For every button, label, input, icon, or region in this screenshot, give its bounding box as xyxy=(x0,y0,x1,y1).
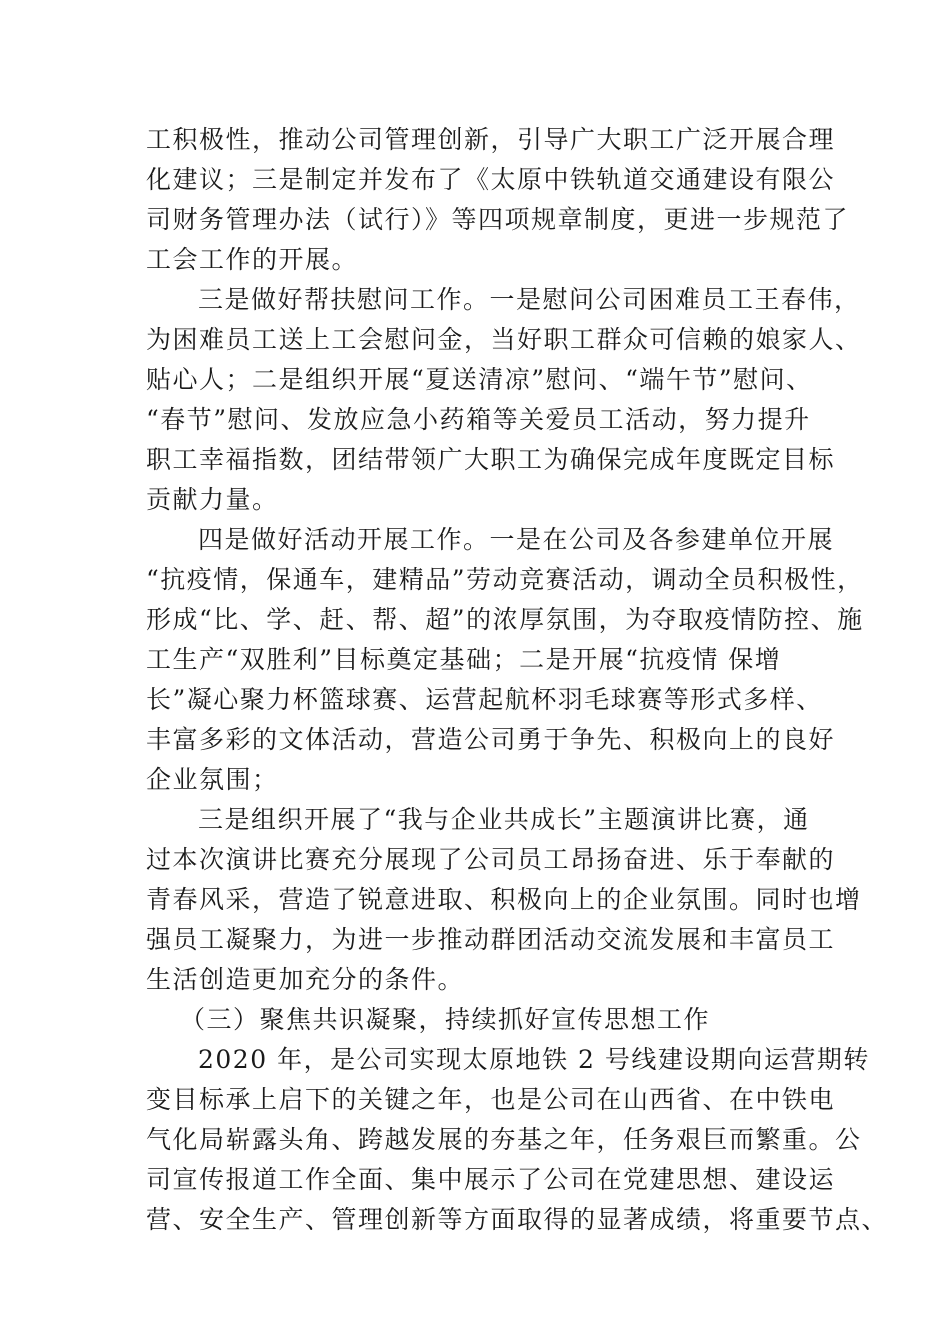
text-line: 生活创造更加充分的条件。 xyxy=(146,965,465,994)
text-line: 强员工凝聚力，为进一步推动群团活动交流发展和丰富员工 xyxy=(146,925,836,954)
text-line: 变目标承上启下的关键之年，也是公司在山西省、在中铁电 xyxy=(146,1085,836,1114)
text-line: 职工幸福指数，团结带领广大职工为确保完成年度既定目标 xyxy=(146,445,836,474)
paragraph-start-line: 三是做好帮扶慰问工作。一是慰问公司困难员工王春伟， xyxy=(198,285,861,314)
text-line: 化建议；三是制定并发布了《太原中铁轨道交通建设有限公 xyxy=(146,165,836,194)
text-line: 过本次演讲比赛充分展现了公司员工昂扬奋进、乐于奉献的 xyxy=(146,845,836,874)
text-line: 形成“比、学、赶、帮、超”的浓厚氛围，为夺取疫情防控、施 xyxy=(146,605,864,634)
text-line: 贡献力量。 xyxy=(146,485,279,514)
text-line: 贴心人；二是组织开展“夏送清凉”慰问、“端午节”慰问、 xyxy=(146,365,813,394)
paragraph-start-line: 2020 年，是公司实现太原地铁 2 号线建设期向运营期转 xyxy=(198,1045,870,1074)
text-line: “抗疫情，保通车，建精品”劳动竞赛活动，调动全员积极性， xyxy=(146,565,864,594)
text-line: 司宣传报道工作全面、集中展示了公司在党建思想、建设运 xyxy=(146,1165,836,1194)
text-line: “春节”慰问、发放应急小药箱等关爱员工活动，努力提升 xyxy=(146,405,811,434)
text-line: 丰富多彩的文体活动，营造公司勇于争先、积极向上的良好 xyxy=(146,725,836,754)
paragraph-start-line: 四是做好活动开展工作。一是在公司及各参建单位开展 xyxy=(198,525,835,554)
text-line: 工生产“双胜利”目标奠定基础；二是开展“抗疫情 保增 xyxy=(146,645,782,674)
text-line: 工会工作的开展。 xyxy=(146,245,359,274)
paragraph-start-line: 三是组织开展了“我与企业共成长”主题演讲比赛，通 xyxy=(198,805,810,834)
text-line: 司财务管理办法（试行）》等四项规章制度，更进一步规范了 xyxy=(146,205,850,234)
section-heading: （三）聚焦共识凝聚，持续抓好宣传思想工作 xyxy=(180,1005,711,1034)
text-line: 长”凝心聚力杯篮球赛、运营起航杯羽毛球赛等形式多样、 xyxy=(146,685,823,714)
text-line: 企业氛围； xyxy=(146,765,279,794)
text-line: 营、安全生产、管理创新等方面取得的显著成绩，将重要节点、 xyxy=(146,1205,889,1234)
text-line: 工积极性，推动公司管理创新，引导广大职工广泛开展合理 xyxy=(146,125,836,154)
text-line: 青春风采，营造了锐意进取、积极向上的企业氛围。同时也增 xyxy=(146,885,862,914)
text-line: 为困难员工送上工会慰问金，当好职工群众可信赖的娘家人、 xyxy=(146,325,862,354)
text-line: 气化局崭露头角、跨越发展的夯基之年，任务艰巨而繁重。公 xyxy=(146,1125,862,1154)
